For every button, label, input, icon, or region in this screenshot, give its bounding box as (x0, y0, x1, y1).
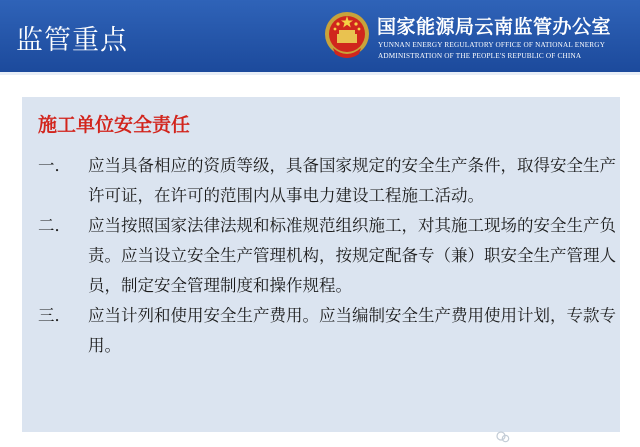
list-item (38, 301, 618, 361)
list-item-text: 应当计列和使用安全生产费用。应当编制安全生产费用使用计划，专款专用。 (88, 306, 616, 355)
organization-name-en-line1: YUNNAN ENERGY REGULATORY OFFICE OF NATIONAL ENERGY (378, 41, 606, 49)
list-item-number: 一． (38, 156, 71, 175)
list-item (38, 151, 618, 211)
organization-name-en-line2: ADMINISTRATION OF THE PEOPLE'S REPUBLIC OF CHINA (378, 52, 582, 60)
list-item-number: 二． (38, 216, 71, 235)
list-item-text: 应当具备相应的资质等级，具备国家规定的安全生产条件，取得安全生产许可证，在许可的范围内从事电力建设工程施工活动。 (88, 156, 616, 205)
section-title: 施工单位安全责任 (38, 114, 191, 136)
header-divider (0, 72, 640, 75)
header-bar (0, 0, 640, 72)
page-title: 监管重点 (16, 25, 128, 56)
organization-name-cn: 国家能源局云南监管办公室 (377, 16, 612, 38)
list-item-text: 应当按照国家法律法规和标准规范组织施工，对其施工现场的安全生产负责。应当设立安全生产管理机构，按规定配备专（兼）职安全生产管理人员，制定安全管理制度和操作规程。 (88, 216, 616, 295)
list-item (38, 211, 618, 301)
list-item-number: 三． (38, 306, 71, 325)
watermark-icon (496, 430, 510, 444)
content-panel (22, 97, 620, 432)
national-emblem-icon (323, 10, 371, 62)
